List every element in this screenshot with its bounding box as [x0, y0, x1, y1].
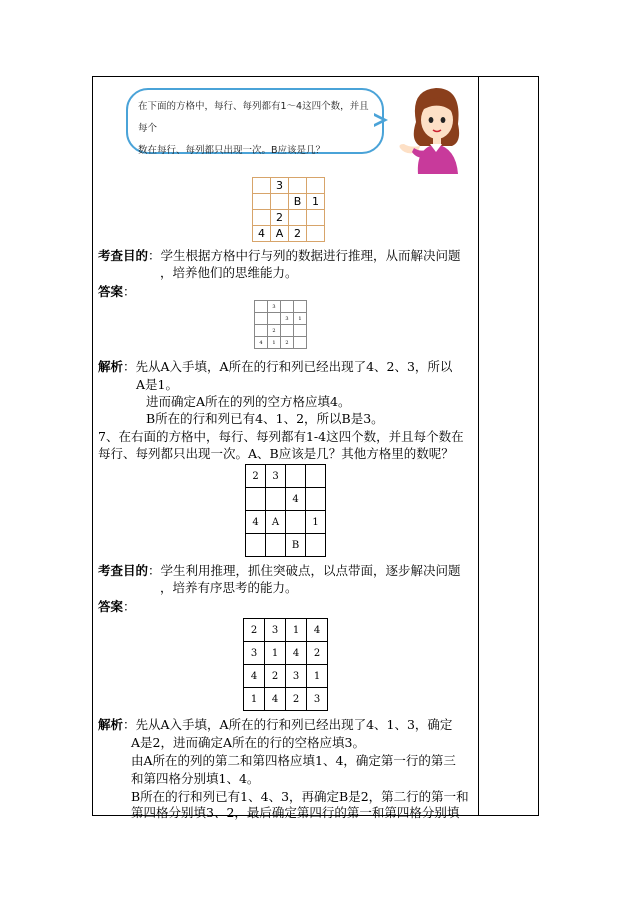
- answer-label-2: 答案：: [98, 599, 136, 614]
- grid-cell: A: [271, 226, 289, 242]
- goal-2: 考查目的：学生利用推理，抓住突破点，以点带面，逐步解决问题: [98, 563, 461, 578]
- grid-cell: [253, 210, 271, 226]
- grid-cell: 2: [307, 642, 328, 665]
- puzzle-grid-question-7: [245, 464, 326, 557]
- grid-cell: [246, 534, 266, 557]
- table-row: [244, 619, 328, 642]
- speech-bubble: [126, 88, 384, 154]
- goal-1: 考查目的：学生根据方格中行与列的数据进行推理，从而解决问题: [98, 248, 461, 263]
- grid-cell: 4: [286, 488, 306, 511]
- table-row: [255, 325, 307, 337]
- table-row: [244, 642, 328, 665]
- grid-cell: 4: [265, 688, 286, 711]
- grid-cell: B: [289, 194, 307, 210]
- grid-cell: [281, 301, 294, 313]
- grid-cell: 2: [289, 226, 307, 242]
- grid-cell: 3: [286, 665, 307, 688]
- grid-cell: 1: [244, 688, 265, 711]
- grid-cell: [306, 465, 326, 488]
- grid-cell: [307, 210, 325, 226]
- bubble-line-1: 在下面的方格中，每行、每列都有1～4这四个数，并且每个: [138, 101, 369, 134]
- table-row: [253, 194, 325, 210]
- grid-cell: 4: [244, 665, 265, 688]
- grid-cell: 3: [266, 465, 286, 488]
- analysis-2: 解析：先从A入手填，A所在的行和列已经出现了4、1、3，确定: [98, 717, 453, 732]
- grid-cell: [294, 337, 307, 349]
- grid-cell: [281, 325, 294, 337]
- grid-cell: 2: [265, 665, 286, 688]
- grid-cell: [255, 301, 268, 313]
- grid-cell: [307, 226, 325, 242]
- grid-cell: [253, 194, 271, 210]
- puzzle-grid-answer-small: [254, 300, 307, 349]
- analysis-1: 解析：先从A入手填，A所在的行和列已经出现了4、2、3，所以: [98, 359, 453, 374]
- table-row: [255, 337, 307, 349]
- grid-cell: 1: [268, 337, 281, 349]
- grid-cell: 4: [286, 642, 307, 665]
- grid-cell: 4: [255, 337, 268, 349]
- analysis-1-line: 进而确定A所在的列的空方格应填4。: [146, 394, 351, 409]
- analysis-1-line: A是1。: [136, 377, 178, 392]
- table-row: [255, 313, 307, 325]
- grid-cell: [307, 178, 325, 194]
- grid-cell: [294, 301, 307, 313]
- grid-cell: [306, 534, 326, 557]
- question-7-line-2: 每行、每列都只出现一次。A、B应该是几？其他方格里的数呢？: [98, 446, 454, 461]
- grid-cell: [255, 325, 268, 337]
- table-row: [246, 488, 326, 511]
- analysis-2-line: 和第四格分别填1、4。: [131, 771, 260, 786]
- grid-cell: A: [266, 511, 286, 534]
- grid-cell: [268, 313, 281, 325]
- analysis-2-line: 第四格分别填3、2，最后确定第四行的第一和第四格分别填: [131, 805, 460, 820]
- grid-cell: 4: [253, 226, 271, 242]
- table-row: [253, 178, 325, 194]
- grid-cell: [266, 534, 286, 557]
- goal-2-cont: ，培养有序思考的能力。: [160, 580, 298, 595]
- table-row: [255, 301, 307, 313]
- grid-cell: [289, 178, 307, 194]
- bubble-line-2: 数在每行、每列都只出现一次。B应该是几？: [138, 145, 326, 156]
- table-row: [244, 665, 328, 688]
- grid-cell: 1: [286, 619, 307, 642]
- teacher-girl-illustration: [396, 82, 476, 174]
- goal-1-cont: ，培养他们的思维能力。: [160, 265, 298, 280]
- answer-label-1: 答案：: [98, 284, 136, 299]
- table-row: [253, 226, 325, 242]
- table-row: [253, 210, 325, 226]
- puzzle-grid-answer-7: [243, 618, 328, 711]
- grid-cell: 2: [286, 688, 307, 711]
- grid-cell: 3: [244, 642, 265, 665]
- grid-cell: 3: [307, 688, 328, 711]
- table-row: [246, 465, 326, 488]
- analysis-2-line: B所在的行和列已有1、4、3，再确定B是2，第二行的第一和: [131, 789, 469, 804]
- grid-cell: B: [286, 534, 306, 557]
- grid-cell: 4: [307, 619, 328, 642]
- grid-cell: 1: [306, 511, 326, 534]
- grid-cell: 3: [281, 313, 294, 325]
- grid-cell: 2: [271, 210, 289, 226]
- grid-cell: [266, 488, 286, 511]
- table-divider: [478, 76, 479, 816]
- grid-cell: 3: [265, 619, 286, 642]
- question-7-line-1: 7、在右面的方格中，每行、每列都有1-4这四个数，并且每个数在: [98, 429, 464, 444]
- grid-cell: 1: [294, 313, 307, 325]
- grid-cell: [253, 178, 271, 194]
- grid-cell: [286, 511, 306, 534]
- grid-cell: 2: [281, 337, 294, 349]
- grid-cell: 2: [244, 619, 265, 642]
- table-row: [246, 511, 326, 534]
- analysis-1-line: B所在的行和列已有4、1、2，所以B是3。: [146, 411, 384, 426]
- grid-cell: 2: [268, 325, 281, 337]
- grid-cell: 1: [307, 665, 328, 688]
- table-row: [244, 688, 328, 711]
- grid-cell: [294, 325, 307, 337]
- grid-cell: 1: [265, 642, 286, 665]
- table-row: [246, 534, 326, 557]
- grid-cell: 3: [271, 178, 289, 194]
- grid-cell: [246, 488, 266, 511]
- grid-cell: 3: [268, 301, 281, 313]
- puzzle-grid-question: [252, 177, 325, 242]
- grid-cell: [271, 194, 289, 210]
- grid-cell: [306, 488, 326, 511]
- analysis-2-line: A是2，进而确定A所在的行的空格应填3。: [131, 735, 365, 750]
- grid-cell: 1: [307, 194, 325, 210]
- grid-cell: 2: [246, 465, 266, 488]
- grid-cell: [289, 210, 307, 226]
- analysis-2-line: 由A所在的列的第二和第四格应填1、4，确定第一行的第三: [131, 753, 456, 768]
- grid-cell: [286, 465, 306, 488]
- grid-cell: [255, 313, 268, 325]
- grid-cell: 4: [246, 511, 266, 534]
